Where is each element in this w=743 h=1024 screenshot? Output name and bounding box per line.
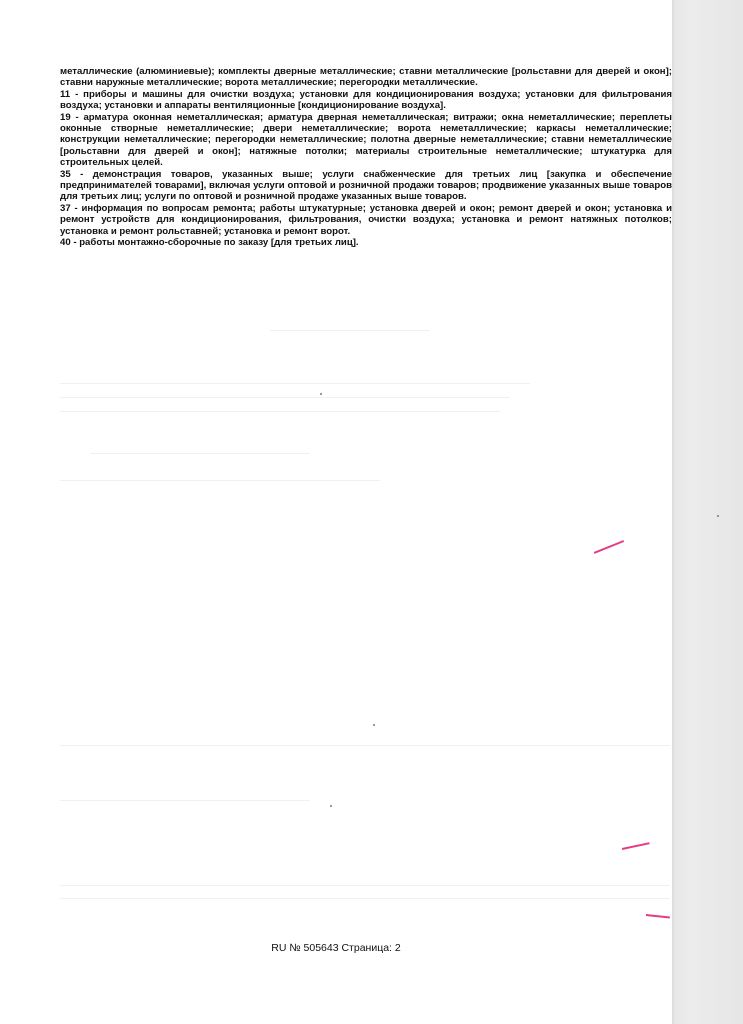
show-through-line: [90, 453, 310, 454]
scan-margin: [672, 0, 743, 1024]
pen-mark: [622, 842, 650, 849]
show-through-line: [60, 800, 310, 801]
show-through-line: [60, 898, 670, 899]
speck: [373, 724, 375, 726]
speck: [330, 805, 332, 807]
page-footer: RU № 505643 Страница: 2: [271, 942, 401, 954]
show-through-line: [60, 383, 530, 384]
speck: [717, 515, 719, 517]
paragraph-class-11: 11 - приборы и машины для очистки воздуха; установки для кондиционирования воздуха; установки для фильтрования воздуха; установки и аппараты вентиляционные [кондиционирование воздуха].: [60, 88, 672, 112]
pen-mark: [594, 540, 624, 553]
goods-services-list: [60, 66, 672, 249]
paragraph-class-37: 37 - информация по вопросам ремонта; работы штукатурные; установка дверей и окон; ремонт дверей и окон; установка и ремонт устройств для кондиционирования, фильтрования, очистки воздуха; установка и ремонт натяжных потолков; установка и ремонт рольставней; установка и ремонт ворот.: [60, 202, 672, 237]
show-through-line: [60, 411, 500, 412]
paragraph-class-40: 40 - работы монтажно-сборочные по заказу [для третьих лиц].: [60, 237, 359, 249]
show-through-line: [60, 480, 380, 481]
paragraph-class-35: 35 - демонстрация товаров, указанных выше; услуги снабженческие для третьих лиц [закупка и обеспечение предпринимателей товарами], включая услуги оптовой и розничной продажи товаров; продвижение указанных выше товаров для третьих лиц; услуги по оптовой и розничной продаже указанных выше товаров.: [60, 168, 672, 203]
show-through-line: [60, 745, 670, 746]
pen-mark: [646, 914, 670, 918]
show-through-line: [270, 330, 430, 331]
show-through-line: [60, 885, 670, 886]
show-through-line: [60, 397, 510, 398]
speck: [320, 393, 322, 395]
paragraph-class-6-continued: металлические (алюминиевые); комплекты дверные металлические; ставни металлические [рольставни для дверей и окон]; ставни наружные металлические; ворота металлические; перегородки металлические.: [60, 66, 672, 89]
paragraph-class-19: 19 - арматура оконная неметаллическая; арматура дверная неметаллическая; витражи; окна неметаллические; переплеты оконные створные неметаллические; двери неметаллические; ворота неметаллические; каркасы неметаллические; конструкции неметаллические; перегородки неметаллические; полотна дверные неметаллические; ставни неметаллические [рольставни для дверей и окон]; натяжные потолки; материалы строительные неметаллические; штукатурка для строительных целей.: [60, 111, 672, 169]
